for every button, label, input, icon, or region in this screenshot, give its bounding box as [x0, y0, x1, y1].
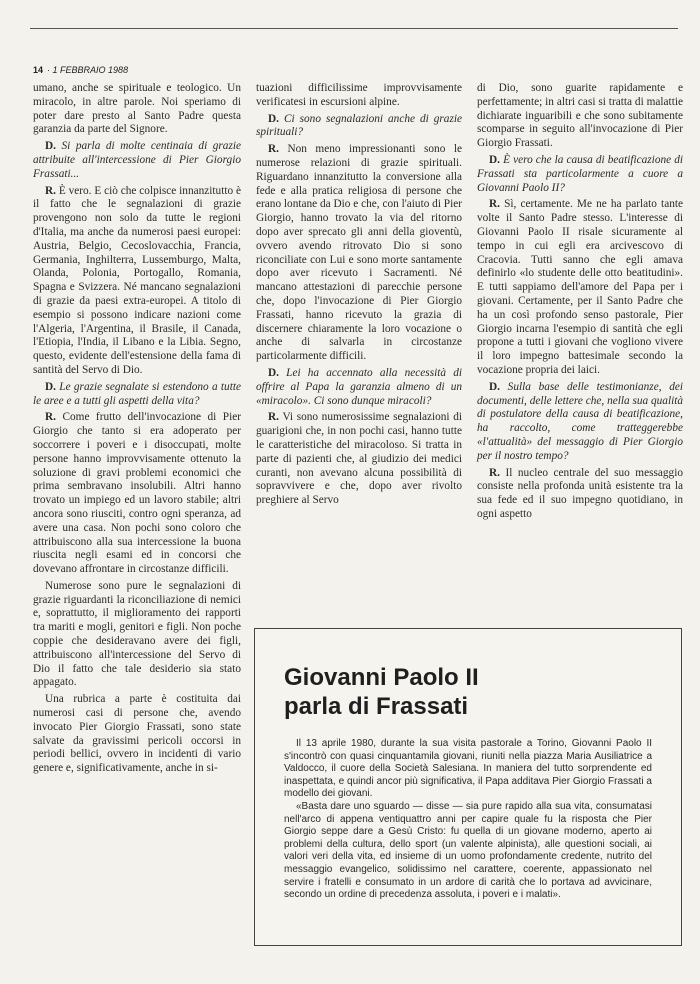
question [33, 140, 241, 181]
column-1 [33, 82, 241, 779]
answer-text: Sì, certamente. Me ne ha parlato tante volte il Santo Padre stesso. L'interesse di Giovanni Paolo II risale sicuramente al tempo in cui egli era arcivescovo di Cracovia. Tutti sanno che egli amava definirlo «lo studente delle otto beatitudini». E tutti sappiamo dell'amore del Papa per i giovani. Certamente, per il Santo Padre che ha un così profondo senso pastorale, Pier Giorgio incarna l'esempio di santità che egli propone a tutti i giovani che vogliono vivere il loro impegno battesimale secondo la vocazione propria dei laici. [477, 198, 684, 376]
answer [256, 143, 462, 364]
answer [256, 411, 462, 508]
answer-marker: R. [45, 411, 56, 424]
column-3 [477, 82, 683, 525]
answer-marker: R. [268, 143, 279, 156]
question [256, 113, 462, 141]
box-title-line-2: parla di Frassati [284, 693, 469, 720]
answer [477, 198, 683, 377]
answer-marker: R. [489, 466, 500, 479]
question-text: Lei ha accennato alla necessità di offrire al Papa la garanzia almeno di un «miracolo». Ci sono dunque miracoli? [256, 366, 462, 407]
question [256, 367, 462, 408]
question-marker: D. [268, 366, 279, 379]
box-body [284, 738, 652, 902]
box-quote: «Basta dare uno sguardo — disse — sia pure rapido alla sua vita, consumatasi nell'arco di appena ventiquattro anni per capire quale fu la risposta che Pier Giorgio seppe dare a Gesù Cristo: fu quella di un giovane moderno, aperto ai problemi della cultura, dello sport (un valente alpinista), alle questioni sociali, ai valori veri della vita, ed insieme di un uomo profondamente credente, nutrito del messaggio evangelico, solidissimo nel carattere, coerente, appassionato nel servire i fratelli e consumato in un ardore di carità che lo portava ad avvicinare, secondo un ordine di precedenza assoluta, i poveri e i malati». [284, 800, 652, 901]
answer [33, 185, 241, 378]
question-text: Ci sono segnalazioni anche di grazie spirituali? [256, 112, 462, 139]
question [477, 154, 683, 195]
question-marker: D. [45, 380, 56, 393]
question [33, 381, 241, 409]
box-title [284, 663, 479, 721]
answer-text: Come frutto dell'invocazione di Pier Giorgio che tanto si era adoperato per soccorrere i poveri e i disoccupati, molte persone hanno improvvisamente ottenuto la soluzione di gravi problemi economici che prima sembravano insolubili. Altri hanno trovato un impiego ed un lavoro stabile; altri ancora sono riusciti, contro ogni speranza, ad avere una casa. Non pochi sono coloro che attribuiscono alla sua intercessione la buona riuscita negli esami ed in concorsi che dovevano affrontare in circostanze difficili. [33, 411, 241, 576]
column-2 [256, 82, 462, 511]
answer [33, 411, 241, 577]
paragraph: tuazioni difficilissime improvvisamente verificatesi in escursioni alpine. [256, 82, 462, 108]
sidebar-box [254, 628, 682, 946]
answer-marker: R. [489, 198, 500, 211]
box-title-line-1: Giovanni Paolo II [284, 664, 479, 691]
answer-text: Il nucleo centrale del suo messaggio consiste nella profonda unità esistente tra la sua fede ed il suo impegno quotidiano, in ogni aspetto [477, 466, 683, 520]
question [477, 381, 683, 464]
issue-date: 1 FEBBRAIO 1988 [52, 65, 129, 75]
answer [477, 467, 683, 522]
paragraph: di Dio, sono guarite rapidamente e perfettamente; in altri casi si tratta di malattie dichiarate inguaribili e che sono subitamente scomparse in seguito all'invocazione di Pier Giorgio Frassati. [477, 82, 683, 150]
header-rule [30, 28, 678, 29]
answer-marker: R. [268, 411, 279, 424]
paragraph: Numerose sono pure le segnalazioni di grazie riguardanti la riconciliazione di nemici e, soprattutto, il miglioramento dei rapporti tra mariti e mogli, genitori e figli. Non poche coppie che desideravano avere dei figli, attribuiscono all'intercessione del Servo di Dio il fatto che tale desiderio sia stato appagato. [33, 579, 241, 689]
question-marker: D. [268, 112, 279, 125]
box-paragraph: Il 13 aprile 1980, durante la sua visita pastorale a Torino, Giovanni Paolo II s'incontrò con quasi cinquantamila giovani, riuniti nella piazza Maria Ausiliatrice a Valdocco, il cuore della Società Salesiana. In maniera del tutto sorprendente ed inaspettata, e quindi ancor più significativa, il Papa additava Pier Giorgio Frassati a modello dei giovani. [284, 738, 652, 800]
paragraph: Una rubrica a parte è costituita dai numerosi casi di persone che, avendo invocato Pier Giorgio Frassati, sono state salvate da gravissimi pericoli occorsi in periodi bellici, ovvero in incidenti di vario genere e, significativamente, anche in si- [33, 693, 241, 775]
page-header: 14 · 1 FEBBRAIO 1988 [33, 65, 129, 75]
paragraph: umano, anche se spirituale e teologico. Un miracolo, in altre parole. Noi speriamo di poter dare presto al Santo Padre questa garanzia da parte del Signore. [33, 82, 241, 136]
answer-marker: R. [45, 184, 56, 197]
question-marker: D. [45, 140, 56, 153]
question-text: È vero che la causa di beatificazione di Frassati sta particolarmente a cuore a Giovanni Paolo II? [477, 153, 684, 194]
question-marker: D. [489, 153, 500, 166]
question-text: Si parla di molte centinaia di grazie attribuite all'intercessione di Pier Giorgio Frassati... [33, 140, 241, 180]
question-marker: D. [489, 380, 500, 393]
question-text: Le grazie segnalate si estendono a tutte le aree e a tutti gli aspetti della vita? [33, 380, 241, 407]
answer-text: È vero. E ciò che colpisce innanzitutto è il fatto che le segnalazioni di grazie provengono non solo da tutte le regioni d'Italia, ma anche da numerosi paesi europei: Austria, Belgio, Cecoslovacchia, Francia, Germania, Inghilterra, Lussemburgo, Malta, Olanda, Polonia, Portogallo, Romania, Spagna e Svizzera. Né mancano segnalazioni di grazie da paesi extra-europei. A titolo di esempio si possono indicare nazioni come l'Algeria, l'Argentina, il Brasile, il Canada, l'Etiopia, l'India, il Libano e la Libia. Segno, questo, evidente dell'estensione della fama di santità del Servo di Dio. [33, 184, 241, 376]
answer-text: Non meno impressionanti sono le numerose relazioni di grazie spirituali. Riguardano innanzitutto la conversione alla fede e alla pratica religiosa di persone che erano lontane da Dio e che, con l'aiuto di Pier Giorgio, hanno trovato la via del ritorno dopo aver sprecato gli anni della gioventù, ovvero avendo ritrovato Dio si sono riconciliate con Lui e sono morte santamente dopo aver ricevuto i Sacramenti. Né mancano attestazioni di parecchie persone che, dopo l'invocazione di Pier Giorgio Frassati, hanno ricevuto la grazia di discernere chiaramente la loro vocazione o anche di salvarla in circostanze particolarmente difficili. [256, 143, 462, 363]
question-text: Sulla base delle testimonianze, dei documenti, delle lettere che, nella sua qualità di postulatore della causa di beatificazione, ha raccolto, come tratteggerebbe «l'attualità» del messaggio di Pier Giorgio per il nostro tempo? [477, 380, 684, 462]
answer-text: Vi sono numerosissime segnalazioni di guarigioni che, in non pochi casi, hanno tutte le caratteristiche del miracoloso. Si tratta in parte di pazienti che, al giudizio dei medici curanti, non avevano alcuna possibilità di sopravvivere e che, dopo aver rivolto preghiere al Servo [256, 411, 462, 507]
page-number: 14 [33, 65, 44, 75]
